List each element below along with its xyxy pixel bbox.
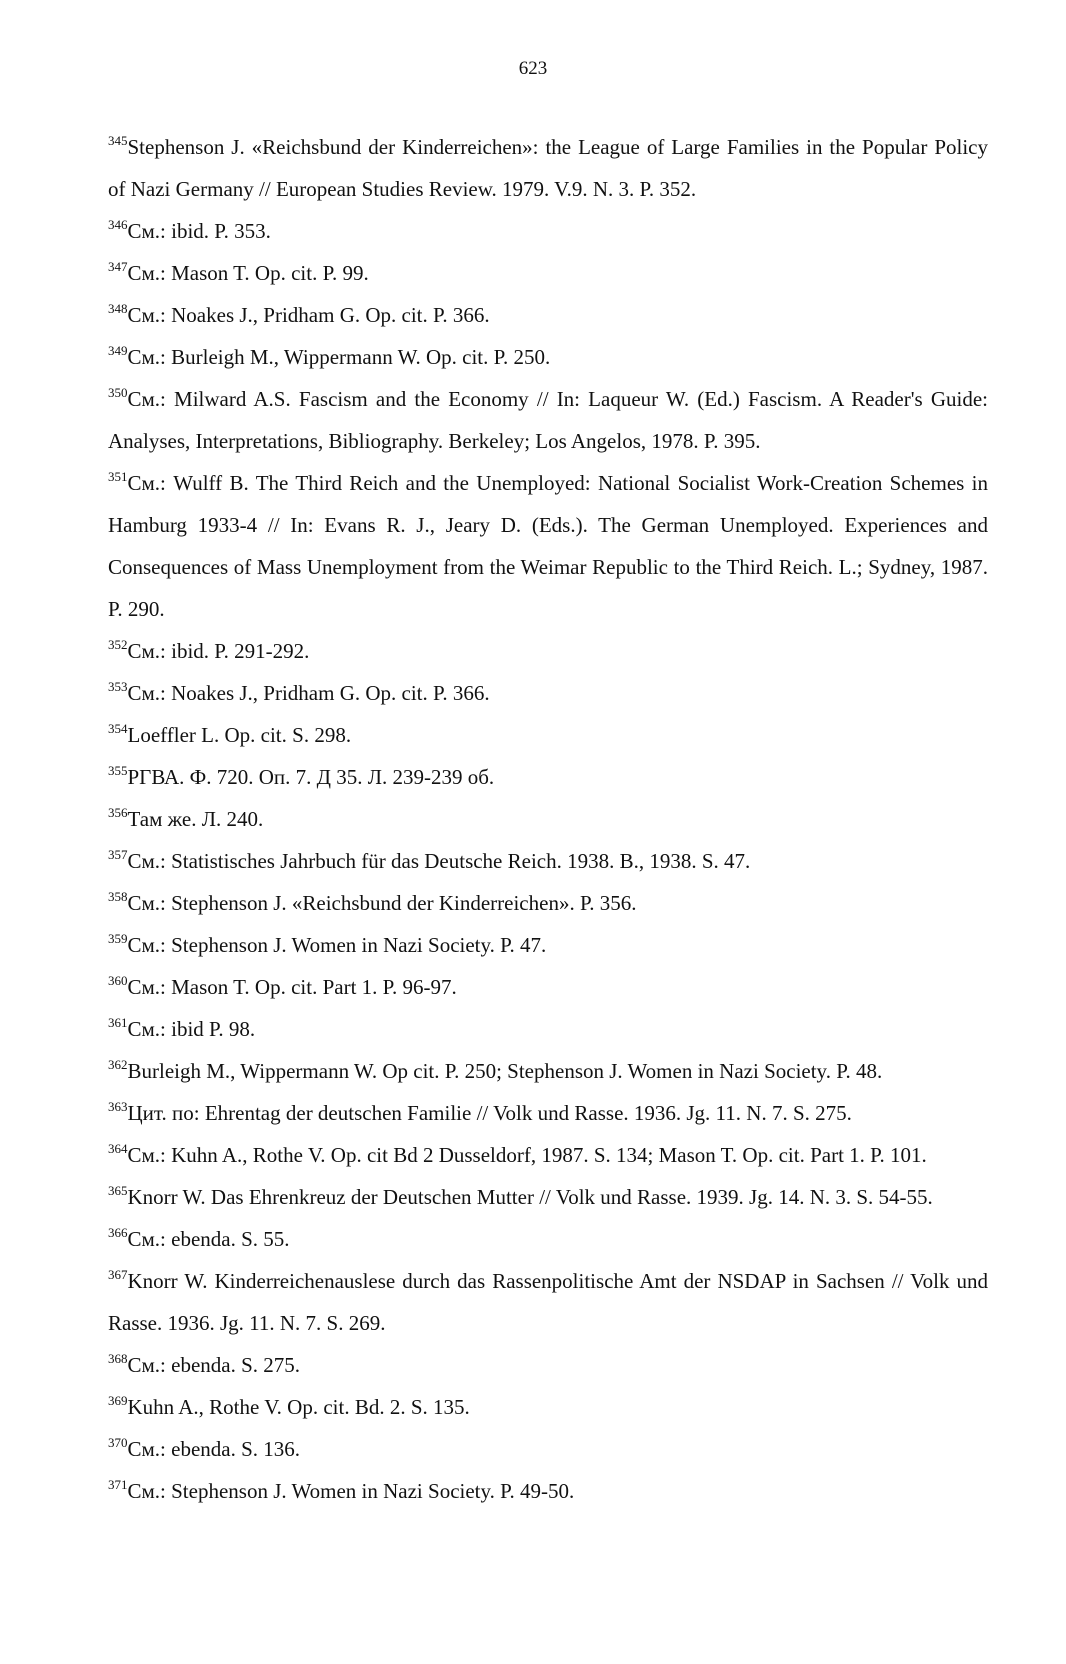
- footnote-text: См.: Statistisches Jahrbuch für das Deutsche Reich. 1938. B., 1938. S. 47.: [127, 849, 751, 873]
- footnote: [108, 1470, 988, 1512]
- footnote-text: См.: Mason T. Op. cit. P. 99.: [127, 261, 369, 285]
- footnote-number: 363: [108, 1099, 128, 1114]
- footnote-number: 346: [108, 217, 128, 232]
- footnote: [108, 1092, 988, 1134]
- footnote-number: 347: [108, 259, 128, 274]
- footnote-number: 354: [108, 721, 128, 736]
- footnote-text: Knorr W. Kinderreichenauslese durch das Rassenpolitische Amt der NSDAP in Sachsen // Volk und Rasse. 1936. Jg. 11. N. 7. S. 269.: [108, 1269, 988, 1335]
- footnote-text: Knorr W. Das Ehrenkreuz der Deutschen Mutter // Volk und Rasse. 1939. Jg. 14. N. 3. S. 54-55.: [127, 1185, 933, 1209]
- footnotes-list: [108, 126, 988, 1512]
- footnote: [108, 210, 988, 252]
- footnote-number: 371: [108, 1477, 128, 1492]
- footnote-text: См.: Noakes J., Pridham G. Op. cit. P. 366.: [127, 681, 490, 705]
- footnote-text: РГВА. Ф. 720. Оп. 7. Д 35. Л. 239-239 об.: [127, 765, 495, 789]
- footnote-number: 345: [108, 133, 128, 148]
- footnote-number: 358: [108, 889, 128, 904]
- footnote-text: См.: Wulff B. The Third Reich and the Unemployed: National Socialist Work-Creation Schemes in Hamburg 1933-4 // In: Evans R. J., Jeary D. (Eds.). The German Unemployed. Experiences and Consequences of Mass Unemployment from the Weimar Republic to the Third Reich. L.; Sydney, 1987. P. 290.: [108, 471, 988, 621]
- footnote-text: См.: ebenda. S. 275.: [127, 1353, 301, 1377]
- footnote: [108, 1260, 988, 1344]
- footnote-text: Цит. по: Ehrentag der deutschen Familie // Volk und Rasse. 1936. Jg. 11. N. 7. S. 275.: [127, 1101, 852, 1125]
- footnote: [108, 1176, 988, 1218]
- footnote-text: Там же. Л. 240.: [127, 807, 264, 831]
- footnote: [108, 1218, 988, 1260]
- footnote-number: 370: [108, 1435, 128, 1450]
- footnote-number: 361: [108, 1015, 128, 1030]
- footnote: [108, 1134, 988, 1176]
- footnote: [108, 378, 988, 462]
- footnote-text: См.: ebenda. S. 55.: [127, 1227, 290, 1251]
- footnote-number: 364: [108, 1141, 128, 1156]
- footnote-text: См.: Kuhn A., Rothe V. Op. cit Bd 2 Dusseldorf, 1987. S. 134; Mason T. Op. cit. Part 1. P. 101.: [127, 1143, 927, 1167]
- footnote-number: 360: [108, 973, 128, 988]
- footnote-text: См.: ibid. P. 353.: [127, 219, 271, 243]
- footnote: [108, 1386, 988, 1428]
- footnote: [108, 1428, 988, 1470]
- footnote-text: Kuhn A., Rothe V. Op. cit. Bd. 2. S. 135.: [127, 1395, 470, 1419]
- footnote: [108, 882, 988, 924]
- footnote-text: Loeffler L. Op. cit. S. 298.: [127, 723, 352, 747]
- footnote-text: См.: Stephenson J. «Reichsbund der Kinderreichen». P. 356.: [127, 891, 637, 915]
- footnote-number: 351: [108, 469, 128, 484]
- footnote: [108, 1008, 988, 1050]
- footnote: [108, 966, 988, 1008]
- footnote-text: См.: Milward A.S. Fascism and the Economy // In: Laqueur W. (Ed.) Fascism. A Reader's Guide: Analyses, Interpretations, Bibliography. Berkeley; Los Angelos, 1978. P. 395.: [108, 387, 988, 453]
- footnote-number: 365: [108, 1183, 128, 1198]
- footnote: [108, 126, 988, 210]
- footnote: [108, 630, 988, 672]
- footnote: [108, 756, 988, 798]
- footnote-number: 369: [108, 1393, 128, 1408]
- footnote-text: См.: Stephenson J. Women in Nazi Society. P. 47.: [127, 933, 547, 957]
- footnote: [108, 1344, 988, 1386]
- page-number: 623: [518, 58, 548, 79]
- footnote: [108, 798, 988, 840]
- footnote: [108, 294, 988, 336]
- footnote-number: 367: [108, 1267, 128, 1282]
- footnote-number: 353: [108, 679, 128, 694]
- footnote-number: 356: [108, 805, 128, 820]
- footnote: [108, 336, 988, 378]
- footnote-text: См.: Burleigh M., Wippermann W. Op. cit. P. 250.: [127, 345, 551, 369]
- footnote-text: См.: ibid. P. 291-292.: [127, 639, 310, 663]
- footnote-text: Stephenson J. «Reichsbund der Kinderreichen»: the League of Large Families in the Popular Policy of Nazi Germany // European Studies Review. 1979. V.9. N. 3. P. 352.: [108, 135, 988, 201]
- footnote-number: 366: [108, 1225, 128, 1240]
- footnote: [108, 924, 988, 966]
- footnote-text: См.: Stephenson J. Women in Nazi Society. P. 49-50.: [127, 1479, 575, 1503]
- footnote-number: 368: [108, 1351, 128, 1366]
- footnote-number: 359: [108, 931, 128, 946]
- footnote: [108, 672, 988, 714]
- footnote-number: 362: [108, 1057, 128, 1072]
- footnote: [108, 462, 988, 630]
- footnote-number: 355: [108, 763, 128, 778]
- footnote-number: 352: [108, 637, 128, 652]
- footnote: [108, 1050, 988, 1092]
- footnote-number: 349: [108, 343, 128, 358]
- footnote-text: См.: Mason T. Op. cit. Part 1. P. 96-97.: [127, 975, 457, 999]
- footnote-text: См.: ibid P. 98.: [127, 1017, 256, 1041]
- footnote: [108, 252, 988, 294]
- footnote-number: 357: [108, 847, 128, 862]
- footnote-text: См.: Noakes J., Pridham G. Op. cit. P. 366.: [127, 303, 490, 327]
- footnote-number: 350: [108, 385, 128, 400]
- footnote: [108, 840, 988, 882]
- footnote-number: 348: [108, 301, 128, 316]
- footnote-text: Burleigh M., Wippermann W. Op cit. P. 250; Stephenson J. Women in Nazi Society. P. 48.: [127, 1059, 883, 1083]
- footnote: [108, 714, 988, 756]
- footnote-text: См.: ebenda. S. 136.: [127, 1437, 301, 1461]
